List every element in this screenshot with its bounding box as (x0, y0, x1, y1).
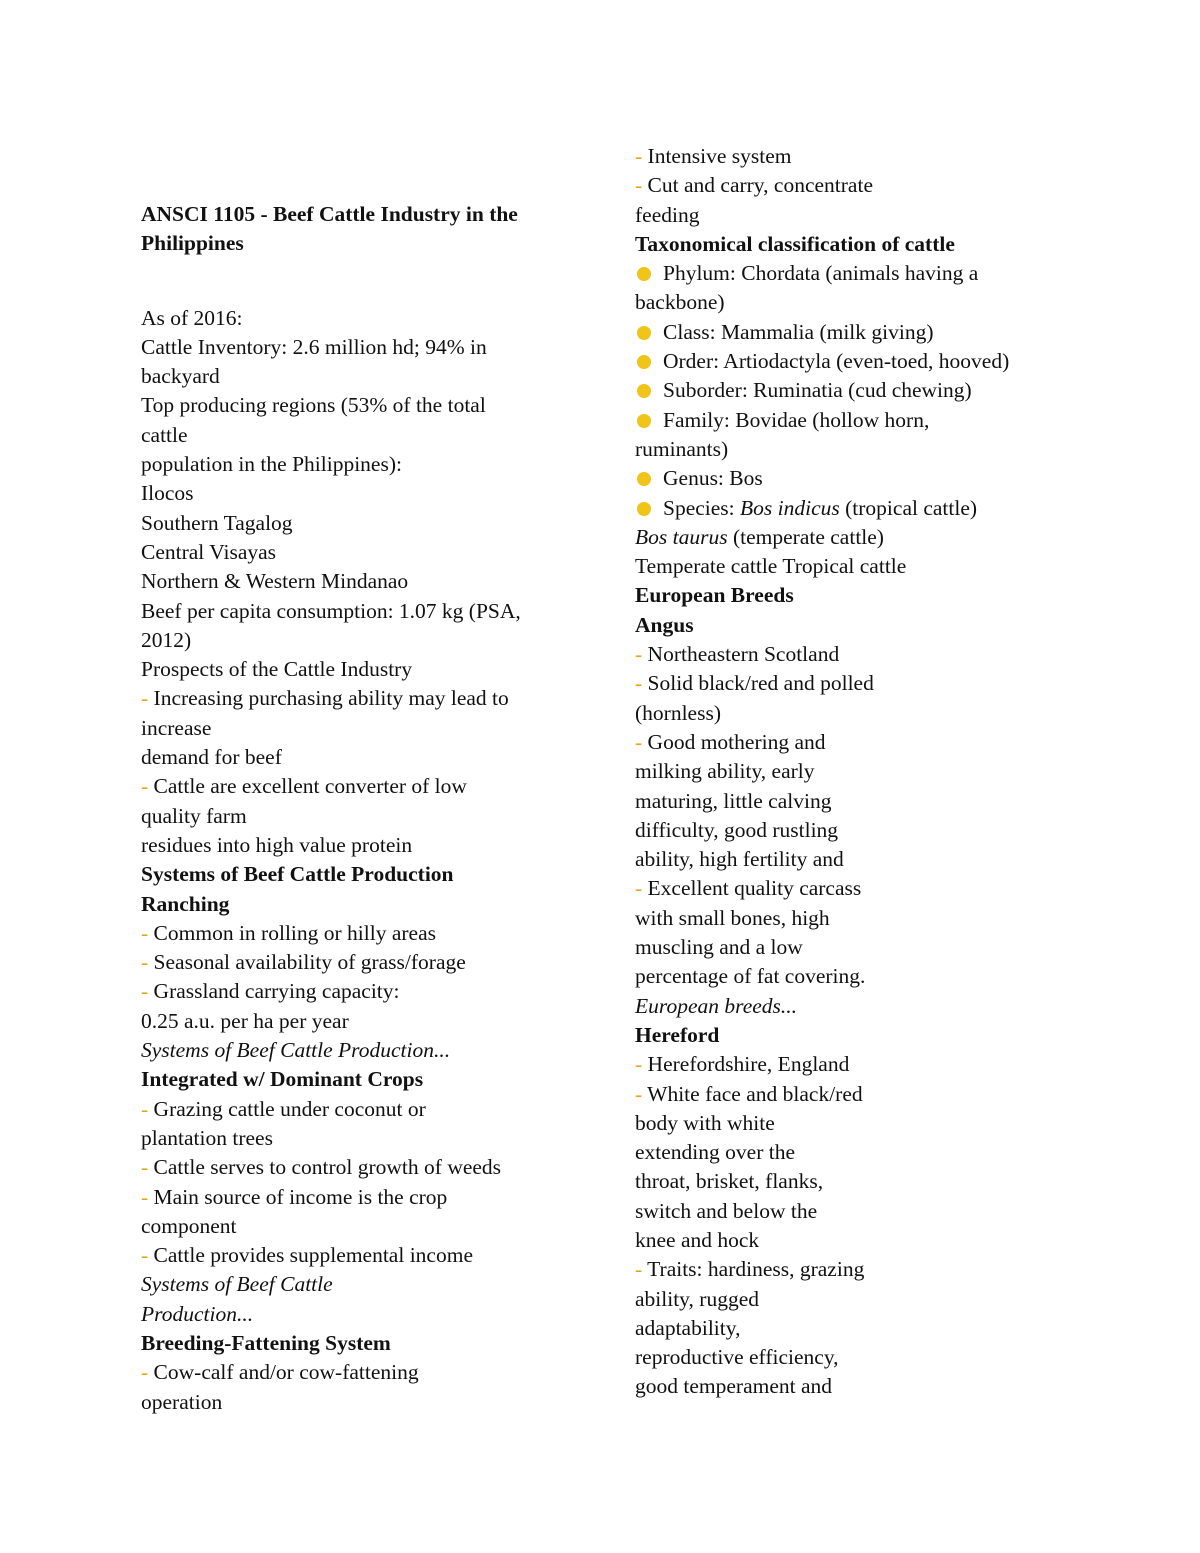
left-dash-item (141, 772, 581, 801)
left-text-line: Central Visayas (141, 539, 277, 564)
left-heading: Systems of Beef Cattle Production (141, 862, 454, 887)
right-bullet-item (635, 464, 1075, 493)
dash-marker: - (635, 876, 648, 901)
right-text-line: milking ability, early (635, 759, 815, 784)
right-text-line: percentage of fat covering. (635, 964, 866, 989)
right-text-line: adaptability, (635, 1315, 741, 1340)
bullet-dot-icon (637, 472, 651, 486)
scientific-name: Bos taurus (635, 524, 728, 549)
right-text-line: feeding (635, 202, 700, 227)
left-text-line: Ilocos (141, 481, 194, 506)
left-heading: Ranching (141, 891, 230, 916)
dash-marker: - (635, 642, 648, 667)
dash-item-text: Northeastern Scotland (647, 642, 840, 667)
right-dash-item (635, 669, 1075, 698)
left-dash-item (141, 1153, 581, 1182)
right-dash-item (635, 1080, 1075, 1109)
right-dash-item (635, 142, 1075, 171)
right-bullet-item (635, 376, 1075, 405)
dash-marker: - (635, 1257, 648, 1282)
dash-marker: - (635, 173, 648, 198)
bullet-item-text: Genus: Bos (663, 466, 763, 491)
dash-item-text: Solid black/red and polled (647, 671, 874, 696)
left-dash-item (141, 1183, 581, 1212)
left-dash-item (141, 1095, 581, 1124)
left-heading: Integrated w/ Dominant Crops (141, 1067, 424, 1092)
right-dash-item (635, 1050, 1075, 1079)
left-text-line: component (141, 1213, 237, 1238)
right-text-line: ability, rugged (635, 1286, 759, 1311)
left-text-line: Top producing regions (53% of the total (141, 393, 486, 418)
dash-marker: - (635, 144, 648, 168)
dash-item-text: Main source of income is the crop (153, 1184, 448, 1209)
right-text-line: throat, brisket, flanks, (635, 1169, 824, 1194)
dash-marker: - (141, 1096, 154, 1121)
dash-marker: - (141, 1243, 154, 1268)
right-dash-item (635, 1255, 1075, 1284)
right-dash-item (635, 728, 1075, 757)
dash-item-text: Good mothering and (647, 729, 826, 754)
dash-item-text: Traits: hardiness, grazing (647, 1257, 865, 1282)
bullet-item-text: Species: (663, 495, 741, 520)
dash-marker: - (635, 1081, 648, 1106)
document-title: ANSCI 1105 - Beef Cattle Industry in the (141, 202, 518, 226)
left-dash-item (141, 948, 581, 977)
dash-marker: - (141, 920, 154, 945)
right-dash-item (635, 640, 1075, 669)
dash-item-text: Cattle are excellent converter of low (153, 774, 467, 799)
left-dash-item (141, 684, 581, 713)
left-text-line: Cattle Inventory: 2.6 million hd; 94% in (141, 334, 487, 359)
bullet-dot-icon (637, 326, 651, 340)
dash-item-text: Cut and carry, concentrate (647, 173, 873, 198)
bullet-dot-icon (637, 384, 651, 398)
left-text-line: 0.25 a.u. per ha per year (141, 1008, 349, 1033)
dash-marker: - (141, 1184, 154, 1209)
dash-item-text: Grazing cattle under coconut or (153, 1096, 426, 1121)
dash-item-text: Cattle provides supplemental income (153, 1243, 473, 1268)
right-bullet-item (635, 494, 1075, 523)
left-text-line: backyard (141, 364, 220, 389)
right-bullet-item (635, 318, 1075, 347)
left-text-line: Southern Tagalog (141, 510, 293, 535)
left-spacer (141, 259, 581, 274)
right-text-line: maturing, little calving (635, 788, 832, 813)
left-heading: Breeding-Fattening System (141, 1330, 391, 1355)
dash-item-text: Increasing purchasing ability may lead to (153, 686, 509, 711)
dash-item-text: Excellent quality carcass (647, 876, 862, 901)
dash-marker: - (635, 729, 648, 754)
left-text-line: cattle (141, 422, 188, 447)
left-column (141, 200, 581, 1417)
dash-item-text: Cattle serves to control growth of weeds (153, 1155, 502, 1180)
right-text-line: backbone) (635, 290, 725, 315)
right-text-line: Temperate cattle Tropical cattle (635, 554, 907, 579)
right-heading: Angus (635, 612, 694, 637)
left-text-line: quality farm (141, 803, 247, 828)
left-text-line: residues into high value protein (141, 832, 413, 857)
dash-marker: - (141, 1155, 154, 1180)
left-spacer (141, 289, 581, 304)
dash-marker: - (141, 950, 154, 975)
bullet-item-text: Phylum: Chordata (animals having a (663, 261, 979, 286)
dash-item-text: Common in rolling or hilly areas (153, 920, 436, 945)
bullet-item-text: Family: Bovidae (hollow horn, (663, 407, 930, 432)
right-column (635, 142, 1075, 1402)
left-text-line: Prospects of the Cattle Industry (141, 657, 413, 682)
right-text-line: muscling and a low (635, 935, 803, 960)
bullet-dot-icon (637, 502, 651, 516)
right-text-line: knee and hock (635, 1227, 760, 1252)
bullet-item-text: (tropical cattle) (839, 495, 978, 520)
right-bullet-item (635, 347, 1075, 376)
right-bullet-item (635, 406, 1075, 435)
right-bullet-item (635, 259, 1075, 288)
dash-item-text: Herefordshire, England (647, 1052, 850, 1077)
left-dash-item (141, 977, 581, 1006)
left-text-line: As of 2016: (141, 305, 243, 330)
text-fragment: (temperate cattle) (727, 524, 884, 549)
bullet-dot-icon (637, 267, 651, 281)
left-italic-note: Systems of Beef Cattle Production... (141, 1038, 451, 1063)
dash-item-text: Seasonal availability of grass/forage (153, 950, 466, 975)
bullet-item-text: Class: Mammalia (milk giving) (663, 319, 934, 344)
scientific-name: Bos indicus (740, 495, 840, 520)
right-text-line (635, 523, 1075, 552)
left-dash-item (141, 1358, 581, 1387)
document-title: Philippines (141, 231, 244, 256)
dash-marker: - (635, 1052, 648, 1077)
right-text-line: reproductive efficiency, (635, 1345, 839, 1370)
dash-marker: - (141, 979, 154, 1004)
right-text-line: difficulty, good rustling (635, 817, 839, 842)
left-text-line: population in the Philippines): (141, 452, 402, 477)
dash-item-text: Intensive system (647, 144, 792, 168)
right-dash-item (635, 874, 1075, 903)
left-text-line: Northern & Western Mindanao (141, 569, 409, 594)
right-dash-item (635, 171, 1075, 200)
bullet-item-text: Suborder: Ruminatia (cud chewing) (663, 378, 972, 403)
left-text-line: demand for beef (141, 745, 282, 770)
dash-marker: - (635, 671, 648, 696)
left-text-line: 2012) (141, 627, 192, 652)
left-dash-item (141, 1241, 581, 1270)
dash-marker: - (141, 774, 154, 799)
right-text-line: ruminants) (635, 436, 729, 461)
dash-item-text: Cow-calf and/or cow-fattening (153, 1360, 419, 1385)
right-text-line: extending over the (635, 1140, 796, 1165)
right-italic-note: European breeds... (635, 993, 798, 1018)
right-heading: Taxonomical classification of cattle (635, 231, 955, 256)
left-italic-note: Production... (141, 1301, 254, 1326)
right-text-line: with small bones, high (635, 905, 830, 930)
right-heading: Hereford (635, 1022, 720, 1047)
right-text-line: ability, high fertility and (635, 847, 844, 872)
dash-marker: - (141, 686, 154, 711)
right-text-line: good temperament and (635, 1374, 833, 1399)
dash-item-text: White face and black/red (647, 1081, 863, 1106)
left-dash-item (141, 919, 581, 948)
bullet-dot-icon (637, 414, 651, 428)
right-text-line: (hornless) (635, 700, 721, 725)
dash-item-text: Grassland carrying capacity: (153, 979, 400, 1004)
bullet-dot-icon (637, 355, 651, 369)
left-text-line: Beef per capita consumption: 1.07 kg (PSA, (141, 598, 521, 623)
right-text-line: switch and below the (635, 1198, 818, 1223)
dash-marker: - (141, 1360, 154, 1385)
left-text-line: operation (141, 1389, 223, 1414)
bullet-item-text: Order: Artiodactyla (even-toed, hooved) (663, 349, 1010, 374)
right-heading: European Breeds (635, 583, 794, 608)
right-text-line: body with white (635, 1110, 775, 1135)
left-text-line: plantation trees (141, 1125, 273, 1150)
left-text-line: increase (141, 715, 212, 740)
left-spacer (141, 274, 581, 289)
left-italic-note: Systems of Beef Cattle (141, 1272, 333, 1297)
